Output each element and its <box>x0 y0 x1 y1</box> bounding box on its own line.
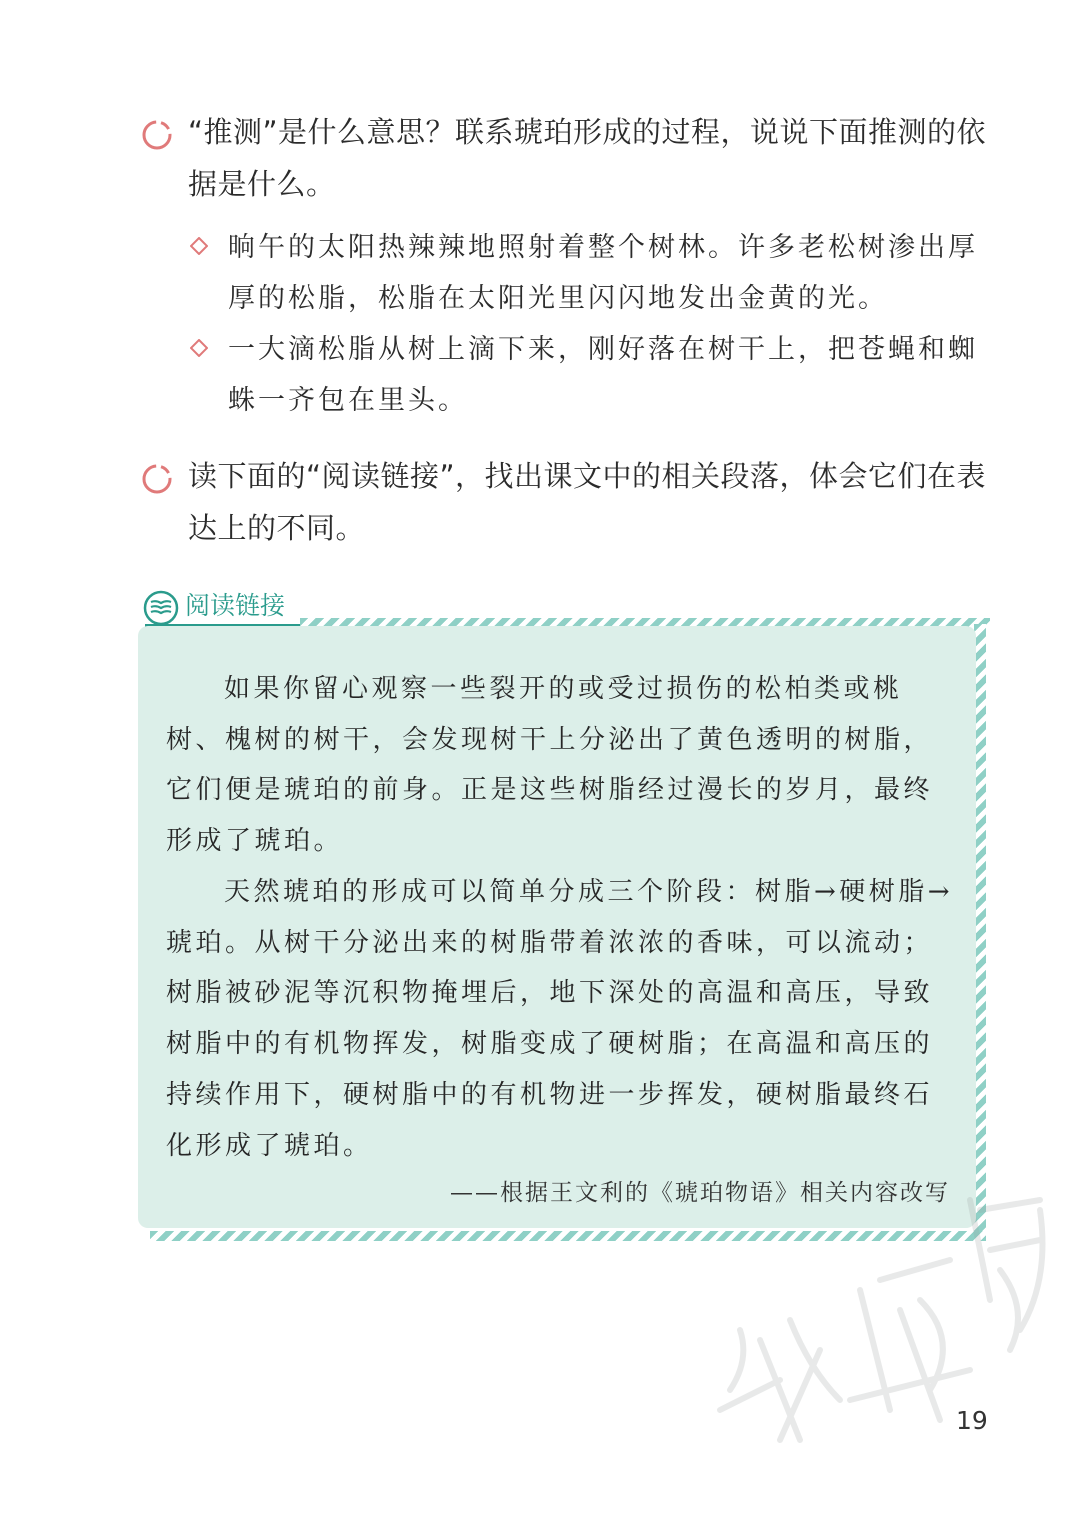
question-1 <box>140 106 990 210</box>
reading-link-box <box>138 626 976 1228</box>
question-2 <box>140 450 990 554</box>
page-number: 19 <box>956 1406 988 1435</box>
reading-paragraph-1: 如果你留心观察一些裂开的或受过损伤的松柏类或桃树、槐树的树干，会发现树干上分泌出了黄色透明的树脂，它们便是琥珀的前身。正是这些树脂经过漫长的岁月，最终形成了琥珀。 <box>166 674 934 857</box>
list-item <box>190 324 990 426</box>
watermark-logo <box>690 1140 1070 1480</box>
question-1-text: “推测”是什么意思？联系琥珀形成的过程，说说下面推测的依据是什么。 <box>188 115 987 201</box>
reading-link-label: 阅读链接 <box>185 591 286 620</box>
diamond-bullet-icon <box>190 339 208 357</box>
reading-link-tag <box>143 586 293 628</box>
diamond-bullet-icon <box>190 237 208 255</box>
book-icon <box>143 590 179 626</box>
bullet-list <box>190 222 990 426</box>
bullet-text: 晌午的太阳热辣辣地照射着整个树林。许多老松树渗出厚厚的松脂，松脂在太阳光里闪闪地发出金黄的光。 <box>228 232 978 314</box>
question-2-text: 读下面的“阅读链接”，找出课文中的相关段落，体会它们在表达上的不同。 <box>188 459 987 545</box>
circle-marker-icon <box>140 462 174 496</box>
bullet-text: 一大滴松脂从树上滴下来，刚好落在树干上，把苍蝇和蜘蛛一齐包在里头。 <box>228 334 978 416</box>
reading-paragraph-2: 天然琥珀的形成可以简单分成三个阶段：树脂→硬树脂→琥珀。从树干分泌出来的树脂带着浓浓的香味，可以流动；树脂被砂泥等沉积物掩埋后，地下深处的高温和高压，导致树脂中的有机物挥发，树脂变成了硬树脂；在高温和高压的持续作用下，硬树脂中的有机物进一步挥发，硬树脂最终石化形成了琥珀。 <box>166 877 954 1161</box>
circle-marker-icon <box>140 118 174 152</box>
source-attribution: ——根据王文利的《琥珀物语》相关内容改写 <box>450 1180 950 1206</box>
list-item <box>190 222 990 324</box>
